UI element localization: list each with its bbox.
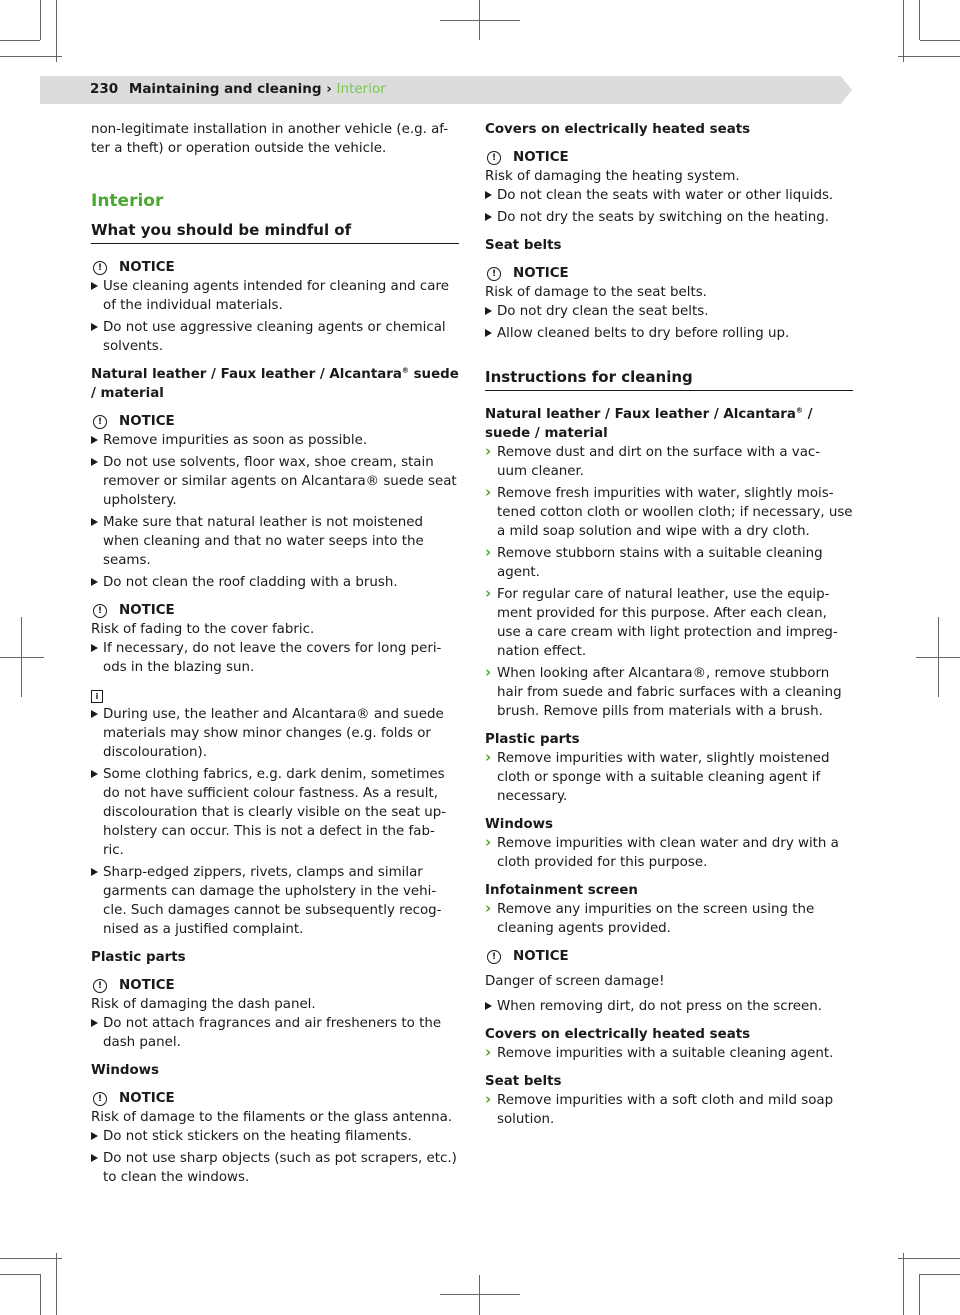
crop-mark [920,40,960,41]
windows-heading: Windows [485,817,554,832]
breadcrumb-section[interactable]: Maintaining and cleaning › [128,81,332,97]
crop-mark [898,56,960,57]
list-item: Do not clean the roof cladding with a brush. [91,573,459,592]
left-column [91,120,459,1190]
list-item: › Remove impurities with a soft cloth and mild soap solution. [485,1091,853,1129]
list-item: › Remove fresh impurities with water, slightly mois- tened cotton cloth or woollen cloth; if necessary, use a mild soap solution and wipe with a dry cloth. [485,484,853,541]
list-item: Do not clean the seats with water or other liquids. [485,186,853,205]
plastic-heading: Plastic parts [91,950,186,965]
list-item: › For regular care of natural leather, use the equip- ment provided for this purpose. After each clean, use a care cream with light protection and impreg- nation effect. [485,585,853,661]
crop-mark [21,617,22,697]
notice-text: Risk of damage to the seat belts. [485,285,707,300]
notice-heading: ! NOTICE [485,264,853,283]
instructions-subtitle: Instructions for cleaning [485,368,853,391]
info-icon: i [91,690,103,703]
notice-heading: ! NOTICE [485,947,853,966]
breadcrumb [90,81,386,97]
notice-text: Risk of fading to the cover fabric. [91,622,315,637]
crop-mark [56,1253,57,1315]
crop-mark [919,1274,920,1315]
list-item: Do not dry the seats by switching on the heating. [485,208,853,227]
heated-seats-heading: Covers on electrically heated seats [485,122,751,137]
crop-mark [440,20,520,21]
leather-heading: Natural leather / Faux leather / Alcantara® / suede / material [485,406,813,441]
list-item: Make sure that natural leather is not moistened when cleaning and that no water seeps into the seams. [91,513,459,570]
crop-mark [56,0,57,62]
breadcrumb-current: Interior [336,81,386,97]
list-item: Sharp-edged zippers, rivets, clamps and similar garments can damage the upholstery in the vehi- cle. Such damages cannot be subsequently recog- nised as a justified complaint. [91,863,459,939]
list-item: Remove impurities as soon as possible. [91,431,459,450]
notice-icon: ! [93,1092,107,1106]
list-item: Do not use sharp objects (such as pot scrapers, etc.) to clean the windows. [91,1149,459,1187]
crop-mark [938,617,939,697]
list-item: If necessary, do not leave the covers for long peri- ods in the blazing sun. [91,639,459,677]
list-item: Do not use solvents, floor wax, shoe cream, stain remover or similar agents on Alcantara® suede seat upholstery. [91,453,459,510]
windows-heading: Windows [91,1063,160,1078]
seat-belts-heading: Seat belts [485,238,562,253]
notice-list [91,431,459,592]
notice-text: Risk of damaging the heating system. [485,169,740,184]
plastic-heading: Plastic parts [485,732,580,747]
list-item: › Remove impurities with clean water and dry with a cloth provided for this purpose. [485,834,853,872]
crop-mark [898,1258,960,1259]
instruction-list [485,834,853,872]
list-item: › Remove impurities with water, slightly moistened cloth or sponge with a suitable cleaning agent if necessary. [485,749,853,806]
list-item: During use, the leather and Alcantara® and suede materials may show minor changes (e.g. folds or discolouration). [91,705,459,762]
notice-icon: ! [487,151,501,165]
crop-mark [0,40,40,41]
crop-mark [919,0,920,40]
notice-heading: ! NOTICE [485,148,853,167]
notice-list [485,302,853,343]
crop-mark [40,0,41,40]
notice-list [485,997,853,1016]
section-title: Interior [91,191,164,211]
crop-mark [0,1274,40,1275]
seat-belts-heading: Seat belts [485,1074,562,1089]
intro-text: non-legitimate installation in another vehicle (e.g. af- ter a theft) or operation outside the vehicle. [91,122,449,156]
crop-mark [0,56,62,57]
notice-list [91,1127,459,1187]
info-list [91,705,459,939]
crop-mark [479,0,480,40]
page-number: 230 [90,81,119,97]
instruction-list [485,749,853,806]
notice-heading: ! NOTICE [91,976,459,995]
list-item: Do not dry clean the seat belts. [485,302,853,321]
notice-icon: ! [487,267,501,281]
crop-mark [903,0,904,62]
list-item: Do not attach fragrances and air fresheners to the dash panel. [91,1014,459,1052]
list-item: › Remove impurities with a suitable cleaning agent. [485,1044,853,1063]
notice-heading: ! NOTICE [91,258,459,277]
list-item: › Remove stubborn stains with a suitable cleaning agent. [485,544,853,582]
list-item: Allow cleaned belts to dry before rolling up. [485,324,853,343]
notice-icon: ! [93,604,107,618]
crop-mark [903,1253,904,1315]
notice-heading: ! NOTICE [91,601,459,620]
heated-seats-heading: Covers on electrically heated seats [485,1027,751,1042]
notice-text: Danger of screen damage! [485,974,665,989]
instruction-list [485,1091,853,1129]
crop-mark [0,657,44,658]
crop-mark [0,1258,62,1259]
crop-mark [479,1275,480,1315]
notice-text: Risk of damaging the dash panel. [91,997,316,1012]
infotainment-heading: Infotainment screen [485,883,638,898]
list-item: › Remove any impurities on the screen using the cleaning agents provided. [485,900,853,938]
crop-mark [40,1274,41,1315]
leather-heading: Natural leather / Faux leather / Alcantara® suede / material [91,366,459,401]
notice-heading: ! NOTICE [91,1089,459,1108]
notice-list [91,1014,459,1052]
crop-mark [920,1274,960,1275]
notice-icon: ! [93,979,107,993]
instruction-list [485,443,853,721]
instruction-list [485,1044,853,1063]
list-item: Do not stick stickers on the heating filaments. [91,1127,459,1146]
notice-list [91,277,459,356]
subtitle: What you should be mindful of [91,221,459,244]
notice-icon: ! [487,950,501,964]
crop-mark [440,1294,520,1295]
list-item: Some clothing fabrics, e.g. dark denim, sometimes do not have sufficient colour fastness. As a result, discolouration that is clearly visible on the seat up- holstery can occur. This is not a defect in the fab- ric. [91,765,459,860]
list-item: › When looking after Alcantara®, remove stubborn hair from suede and fabric surfaces with a cleaning brush. Remove pills from materials with a brush. [485,664,853,721]
list-item: Do not use aggressive cleaning agents or chemical solvents. [91,318,459,356]
right-column [485,120,853,1132]
list-item: › Remove dust and dirt on the surface with a vac- uum cleaner. [485,443,853,481]
notice-icon: ! [93,415,107,429]
instruction-list [485,900,853,938]
notice-icon: ! [93,261,107,275]
notice-list [91,639,459,677]
notice-heading: ! NOTICE [91,412,459,431]
notice-text: Risk of damage to the filaments or the glass antenna. [91,1110,453,1125]
list-item: Use cleaning agents intended for cleaning and care of the individual materials. [91,277,459,315]
notice-list [485,186,853,227]
list-item: When removing dirt, do not press on the screen. [485,997,853,1016]
